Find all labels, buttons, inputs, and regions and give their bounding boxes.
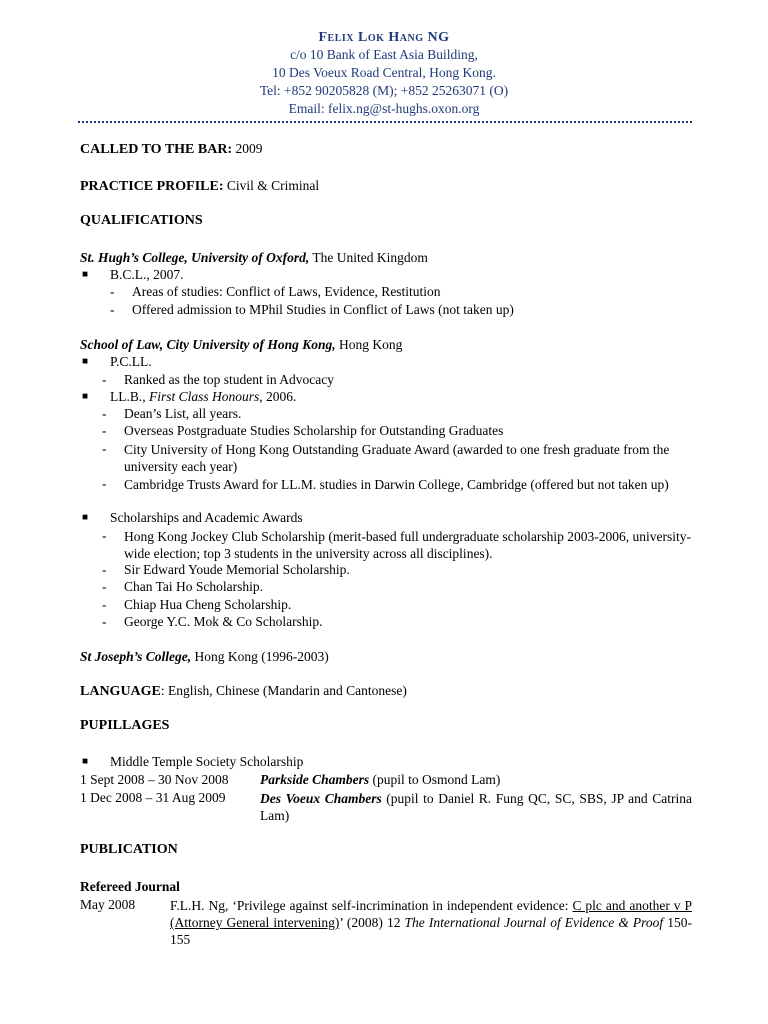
header — [0, 30, 768, 118]
llb-item: City University of Hong Kong Outstanding Graduate Award (awarded to one fresh graduate from the university each year) — [124, 442, 670, 474]
dash-icon: - — [102, 579, 107, 594]
refereed-journal-heading: Refereed Journal — [80, 879, 180, 894]
pupillage-scholarship: Middle Temple Society Scholarship — [110, 754, 304, 769]
llb-degree: LL.B., First Class Honours, 2006. — [110, 389, 297, 404]
scholarship-item: George Y.C. Mok & Co Scholarship. — [124, 614, 323, 629]
publication-entry: F.L.H. Ng, ‘Privilege against self-incrimination in independent evidence: C plc and another v P (Attorney General intervening)’ (2008) 12 The International Journal of Evidence & Proof 150-155 — [170, 898, 692, 947]
address-line-2: 10 Des Voeux Road Central, Hong Kong. — [272, 65, 496, 80]
dash-icon: - — [110, 302, 115, 317]
publication-date: May 2008 — [80, 897, 136, 912]
square-bullet-icon: ■ — [82, 269, 89, 280]
pupillage-date: 1 Sept 2008 – 30 Nov 2008 — [80, 772, 229, 787]
oxford-item: Areas of studies: Conflict of Laws, Evidence, Restitution — [132, 284, 441, 299]
publication-heading: PUBLICATION — [80, 842, 178, 857]
pupillage-entry: Parkside Chambers (pupil to Osmond Lam) — [260, 772, 501, 787]
stjoseph-school: St Joseph’s College, Hong Kong (1996-2003) — [80, 649, 329, 664]
header-divider — [78, 121, 692, 123]
scholarship-item: Chiap Hua Cheng Scholarship. — [124, 597, 292, 612]
scholarship-item: Hong Kong Jockey Club Scholarship (merit-based full undergraduate scholarship 2003-2006, university-wide election; top 3 students in the university across all disciplines). — [124, 529, 692, 561]
pupillage-entry: Des Voeux Chambers (pupil to Daniel R. Fung QC, SC, SBS, JP and Catrina Lam) — [260, 791, 692, 823]
language: LANGUAGE: English, Chinese (Mandarin and Cantonese) — [80, 683, 407, 699]
pupillage-date: 1 Dec 2008 – 31 Aug 2009 — [80, 790, 226, 805]
scholarships-title: Scholarships and Academic Awards — [110, 510, 303, 525]
dash-icon: - — [102, 614, 107, 629]
practice-profile: PRACTICE PROFILE: Civil & Criminal — [80, 178, 320, 194]
scholarship-item: Chan Tai Ho Scholarship. — [124, 579, 264, 594]
dash-icon: - — [102, 406, 107, 421]
oxford-degree: B.C.L., 2007. — [110, 267, 184, 282]
dash-icon: - — [102, 476, 107, 491]
qualifications-heading: QUALIFICATIONS — [80, 213, 203, 228]
square-bullet-icon: ■ — [82, 512, 89, 523]
dash-icon: - — [102, 562, 107, 577]
llb-item: Overseas Postgraduate Studies Scholarship for Outstanding Graduates — [124, 423, 504, 438]
pcll-degree: P.C.LL. — [110, 354, 152, 369]
oxford-item: Offered admission to MPhil Studies in Conflict of Laws (not taken up) — [132, 302, 514, 317]
llb-item: Dean’s List, all years. — [124, 406, 242, 421]
dash-icon: - — [102, 597, 107, 612]
cityu-school: School of Law, City University of Hong Kong, Hong Kong — [80, 337, 403, 352]
scholarship-item: Sir Edward Youde Memorial Scholarship. — [124, 562, 350, 577]
called-to-bar: CALLED TO THE BAR: 2009 — [80, 141, 263, 157]
pcll-item: Ranked as the top student in Advocacy — [124, 372, 334, 387]
oxford-school: St. Hugh’s College, University of Oxford, The United Kingdom — [80, 250, 428, 265]
phone-line: Tel: +852 90205828 (M); +852 25263071 (O) — [259, 83, 509, 98]
name: Felix Lok Hang NG — [318, 30, 450, 45]
llb-item: Cambridge Trusts Award for LL.M. studies in Darwin College, Cambridge (offered but not taken up) — [124, 477, 669, 492]
email-line[interactable]: Email: felix.ng@st-hughs.oxon.org — [288, 101, 480, 116]
square-bullet-icon: ■ — [82, 756, 89, 767]
square-bullet-icon: ■ — [82, 391, 89, 402]
dash-icon: - — [102, 423, 107, 438]
dash-icon: - — [102, 372, 107, 387]
dash-icon: - — [102, 441, 107, 456]
dash-icon: - — [110, 284, 115, 299]
address-line-1: c/o 10 Bank of East Asia Building, — [290, 47, 478, 62]
case-name: C plc and another v P (Attorney General intervening) — [170, 898, 692, 930]
dash-icon: - — [102, 528, 107, 543]
pupillages-heading: PUPILLAGES — [80, 718, 170, 733]
square-bullet-icon: ■ — [82, 356, 89, 367]
